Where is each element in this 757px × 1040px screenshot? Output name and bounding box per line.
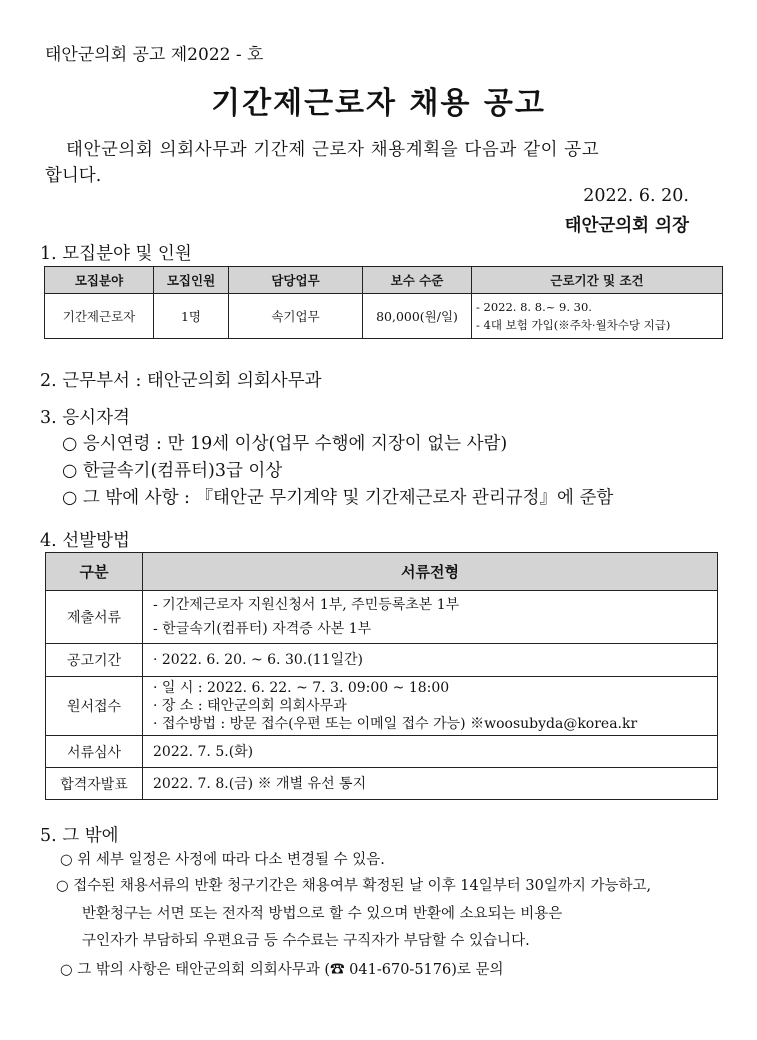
row-content: [143, 736, 718, 768]
other-item: ○ 그 밖의 사항은 태안군의회 의회사무과 (☎ 041-670-5176)로 문의: [60, 962, 504, 978]
row-label: 제출서류: [46, 591, 143, 644]
condition-line: - 2022. 8. 8.~ 9. 30.: [476, 300, 592, 314]
selection-table: [45, 552, 718, 800]
row-label: 합격자발표: [46, 768, 143, 800]
condition-cell: [472, 294, 723, 339]
qualification-item: ○ 한글속기(컴퓨터)3급 이상: [62, 461, 283, 481]
content-line: · 장 소 : 태안군의회 의회사무과: [153, 698, 347, 714]
header-cell: 서류전형: [143, 553, 718, 591]
content-line: - 기간제근로자 지원신청서 1부, 주민등록초본 1부: [153, 597, 460, 613]
notice-date: 2022. 6. 20.: [583, 186, 689, 206]
header-cell: 모집분야: [45, 267, 154, 294]
table-row: [46, 591, 718, 644]
header-cell: 담당업무: [229, 267, 363, 294]
content-line: 2022. 7. 5.(화): [153, 743, 254, 760]
intro-text-line2: 합니다.: [45, 166, 102, 186]
row-content: [143, 677, 718, 736]
header-cell: 모집인원: [154, 267, 229, 294]
table-row: [46, 768, 718, 800]
signatory: 태안군의회 의장: [564, 216, 689, 236]
section1-title: 1. 모집분야 및 인원: [40, 244, 192, 264]
content-line: · 일 시 : 2022. 6. 22. ~ 7. 3. 09:00 ~ 18:00: [153, 680, 450, 696]
intro-text-line1: 태안군의회 의회사무과 기간제 근로자 채용계획을 다음과 같이 공고: [66, 140, 600, 160]
condition-line: - 4대 보험 가입(※주차·월차수당 지급): [476, 318, 671, 332]
pay-cell: 80,000(원/일): [363, 294, 472, 339]
other-item: ○ 위 세부 일정은 사정에 따라 다소 변경될 수 있음.: [60, 852, 385, 868]
section3-title: 3. 응시자격: [40, 408, 130, 428]
section2-title: 2. 근무부서 : 태안군의회 의회사무과: [40, 371, 322, 391]
header-cell: 보수 수준: [363, 267, 472, 294]
row-label: 서류심사: [46, 736, 143, 768]
section4-title: 4. 선발방법: [40, 531, 130, 551]
other-item-continuation: 구인자가 부담하되 우편요금 등 수수료는 구직자가 부담할 수 있습니다.: [82, 933, 530, 949]
content-line: 2022. 7. 8.(금) ※ 개별 유선 통지: [153, 775, 367, 792]
table-header-row: [46, 553, 718, 591]
section5-title: 5. 그 밖에: [40, 826, 119, 846]
row-label: 공고기간: [46, 644, 143, 677]
content-line: · 접수방법 : 방문 접수(우편 또는 이메일 접수 가능) ※woosubyda@korea.kr: [153, 716, 638, 732]
other-item-continuation: 반환청구는 서면 또는 전자적 방법으로 할 수 있으며 반환에 소요되는 비용은: [82, 906, 563, 922]
count-cell: 1명: [154, 294, 229, 339]
table-row: [46, 736, 718, 768]
content-line: · 2022. 6. 20. ~ 6. 30.(11일간): [153, 652, 363, 668]
content-line: - 한글속기(컴퓨터) 자격증 사본 1부: [153, 621, 372, 637]
row-content: [143, 644, 718, 677]
row-content: [143, 591, 718, 644]
field-cell: 기간제근로자: [45, 294, 154, 339]
recruitment-table: [44, 266, 723, 339]
table-row: [46, 644, 718, 677]
notice-number: 태안군의회 공고 제2022 - 호: [45, 45, 264, 65]
table-row: [46, 677, 718, 736]
page-title: 기간제근로자 채용 공고: [211, 86, 546, 121]
row-content: [143, 768, 718, 800]
header-cell: 구분: [46, 553, 143, 591]
header-cell: 근로기간 및 조건: [472, 267, 723, 294]
other-item: ○ 접수된 채용서류의 반환 청구기간은 채용여부 확정된 날 이후 14일부터 30일까지 가능하고,: [56, 878, 652, 894]
table-row: [45, 294, 723, 339]
qualification-item: ○ 응시연령 : 만 19세 이상(업무 수행에 지장이 없는 사람): [62, 434, 508, 454]
duty-cell: 속기업무: [229, 294, 363, 339]
qualification-item: ○ 그 밖에 사항 : 『태안군 무기계약 및 기간제근로자 관리규정』에 준함: [62, 488, 614, 508]
row-label: 원서접수: [46, 677, 143, 736]
table-header-row: [45, 267, 723, 294]
